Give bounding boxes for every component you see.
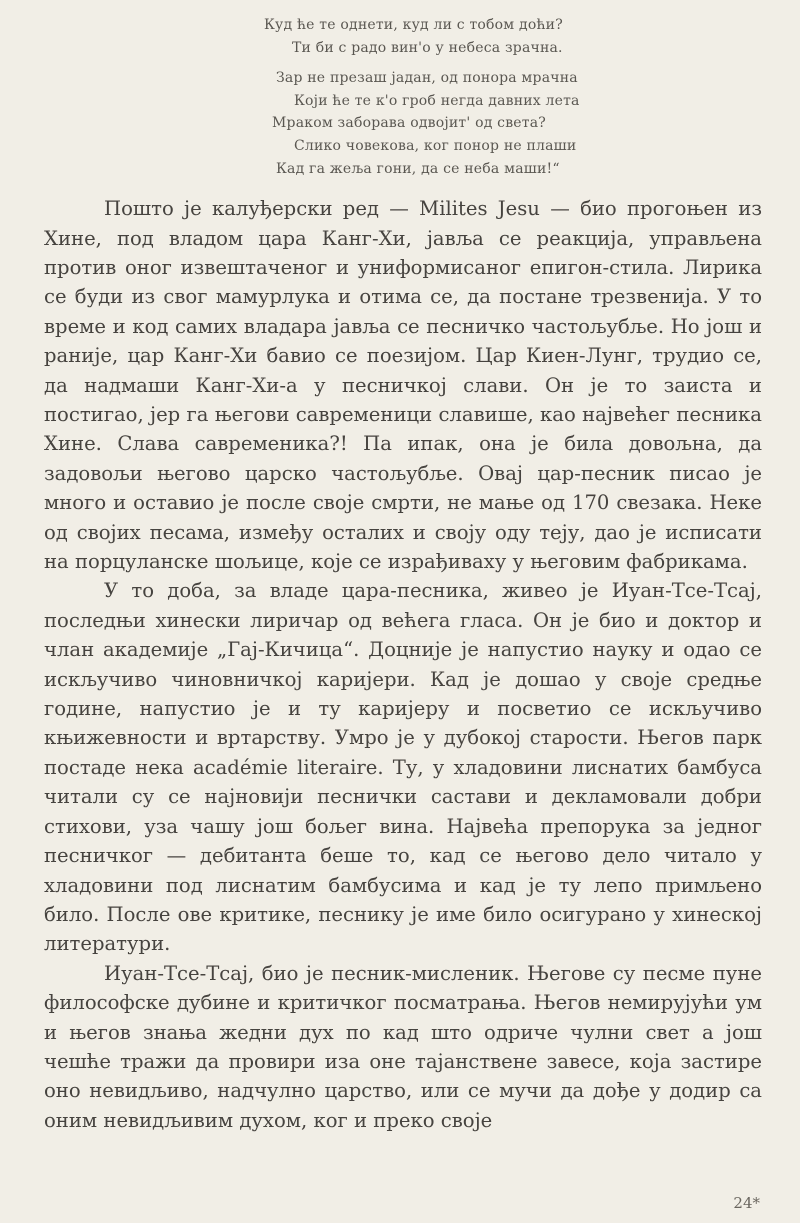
poem-line: Мраком заборава одвојит' од света?: [272, 115, 546, 132]
poem-stanza-1: [44, 14, 762, 59]
poem-line: Слико човекова, ког понор не плаши: [294, 137, 577, 154]
paragraph: Пошто је калуђерски ред — Milites Jesu — био прогоњен из Хине, под владом цара Канг-Хи, јавља се реакција, управљена против оног извештаченог и униформисаног епигон-стила. Лирика се буди из свог мамурлука и отима се, да постане трезвенија. У то време и код самих владара јавља се песничко частољубље. Но још и раније, цар Канг-Хи бавио се поезијом. Цар Киен-Лунг, трудио се, да надмаши Канг-Хи-а у песничкој слави. Он је то заиста и постигао, јер га његови савременици славише, као највећег песника Хине. Слава савременика?! Па ипак, она је била довољна, да задовољи његово царско частољубље. Овај цар-песник писао је много и оставио је после своје смрти, не мање од 170 свезака. Неке од својих песама, између осталих и своју оду теју, дао је исписати на порцуланске шољице, које се израђиваху у његовим фабрикама.: [44, 197, 762, 574]
poem-stanza-2: [44, 67, 762, 180]
poem-line: Ти би с радо вин'о у небеса зрачна.: [292, 39, 563, 56]
paragraph: Иуан-Тсе-Тсај, био је песник-мисленик. Његове су песме пуне философске дубине и критичког посматрања. Његов немирујући ум и његов знања жедни дух по кад што одриче чулни свет а још чешће тражи да провири иза оне тајанствене завесе, која застире оно невидљиво, надчулно царство, или се мучи да дође у додир са оним невидљивим духом, ког и преко своје: [44, 961, 762, 1132]
poem-line: Зар не презаш јадан, од понора мрачна: [276, 70, 578, 87]
poem-line: Куд ће те однети, куд ли с тобом доћи?: [264, 17, 563, 33]
prose-body: [44, 194, 762, 1135]
page-number: 24*: [733, 1194, 760, 1212]
paragraph: У то доба, за владе цара-песника, живео је Иуан-Тсе-Тсај, последњи хинески лиричар од већега гласа. Он је био и доктор и члан академије „Гај-Кичица“. Доцније је напустио науку и одао се искључиво чиновничкој каријери. Кад је дошао у своје средње године, напустио је и ту каријеру и посветио се искључиво књижевности и вртарству. Умро је у дубокој старости. Његов парк постаде нека académie literaire. Ту, у хладовини лиснатих бамбуса читали су се најновији песнички састави и декламовали добри стихови, уза чашу још бољег вина. Највећа препорука за једног песничког — дебитанта беше то, кад се његово дело читало у хладовини под лиснатим бамбусима и кад је ту лепо примљено било. После ове критике, песнику је име било осигурано у хинеској литератури.: [44, 579, 762, 956]
poem-line: Кад га жеља гони, да се неба маши!“: [276, 160, 560, 177]
poem-line: Који ће те к'о гроб негда давних лета: [294, 92, 580, 109]
poem-verse: [44, 14, 762, 180]
